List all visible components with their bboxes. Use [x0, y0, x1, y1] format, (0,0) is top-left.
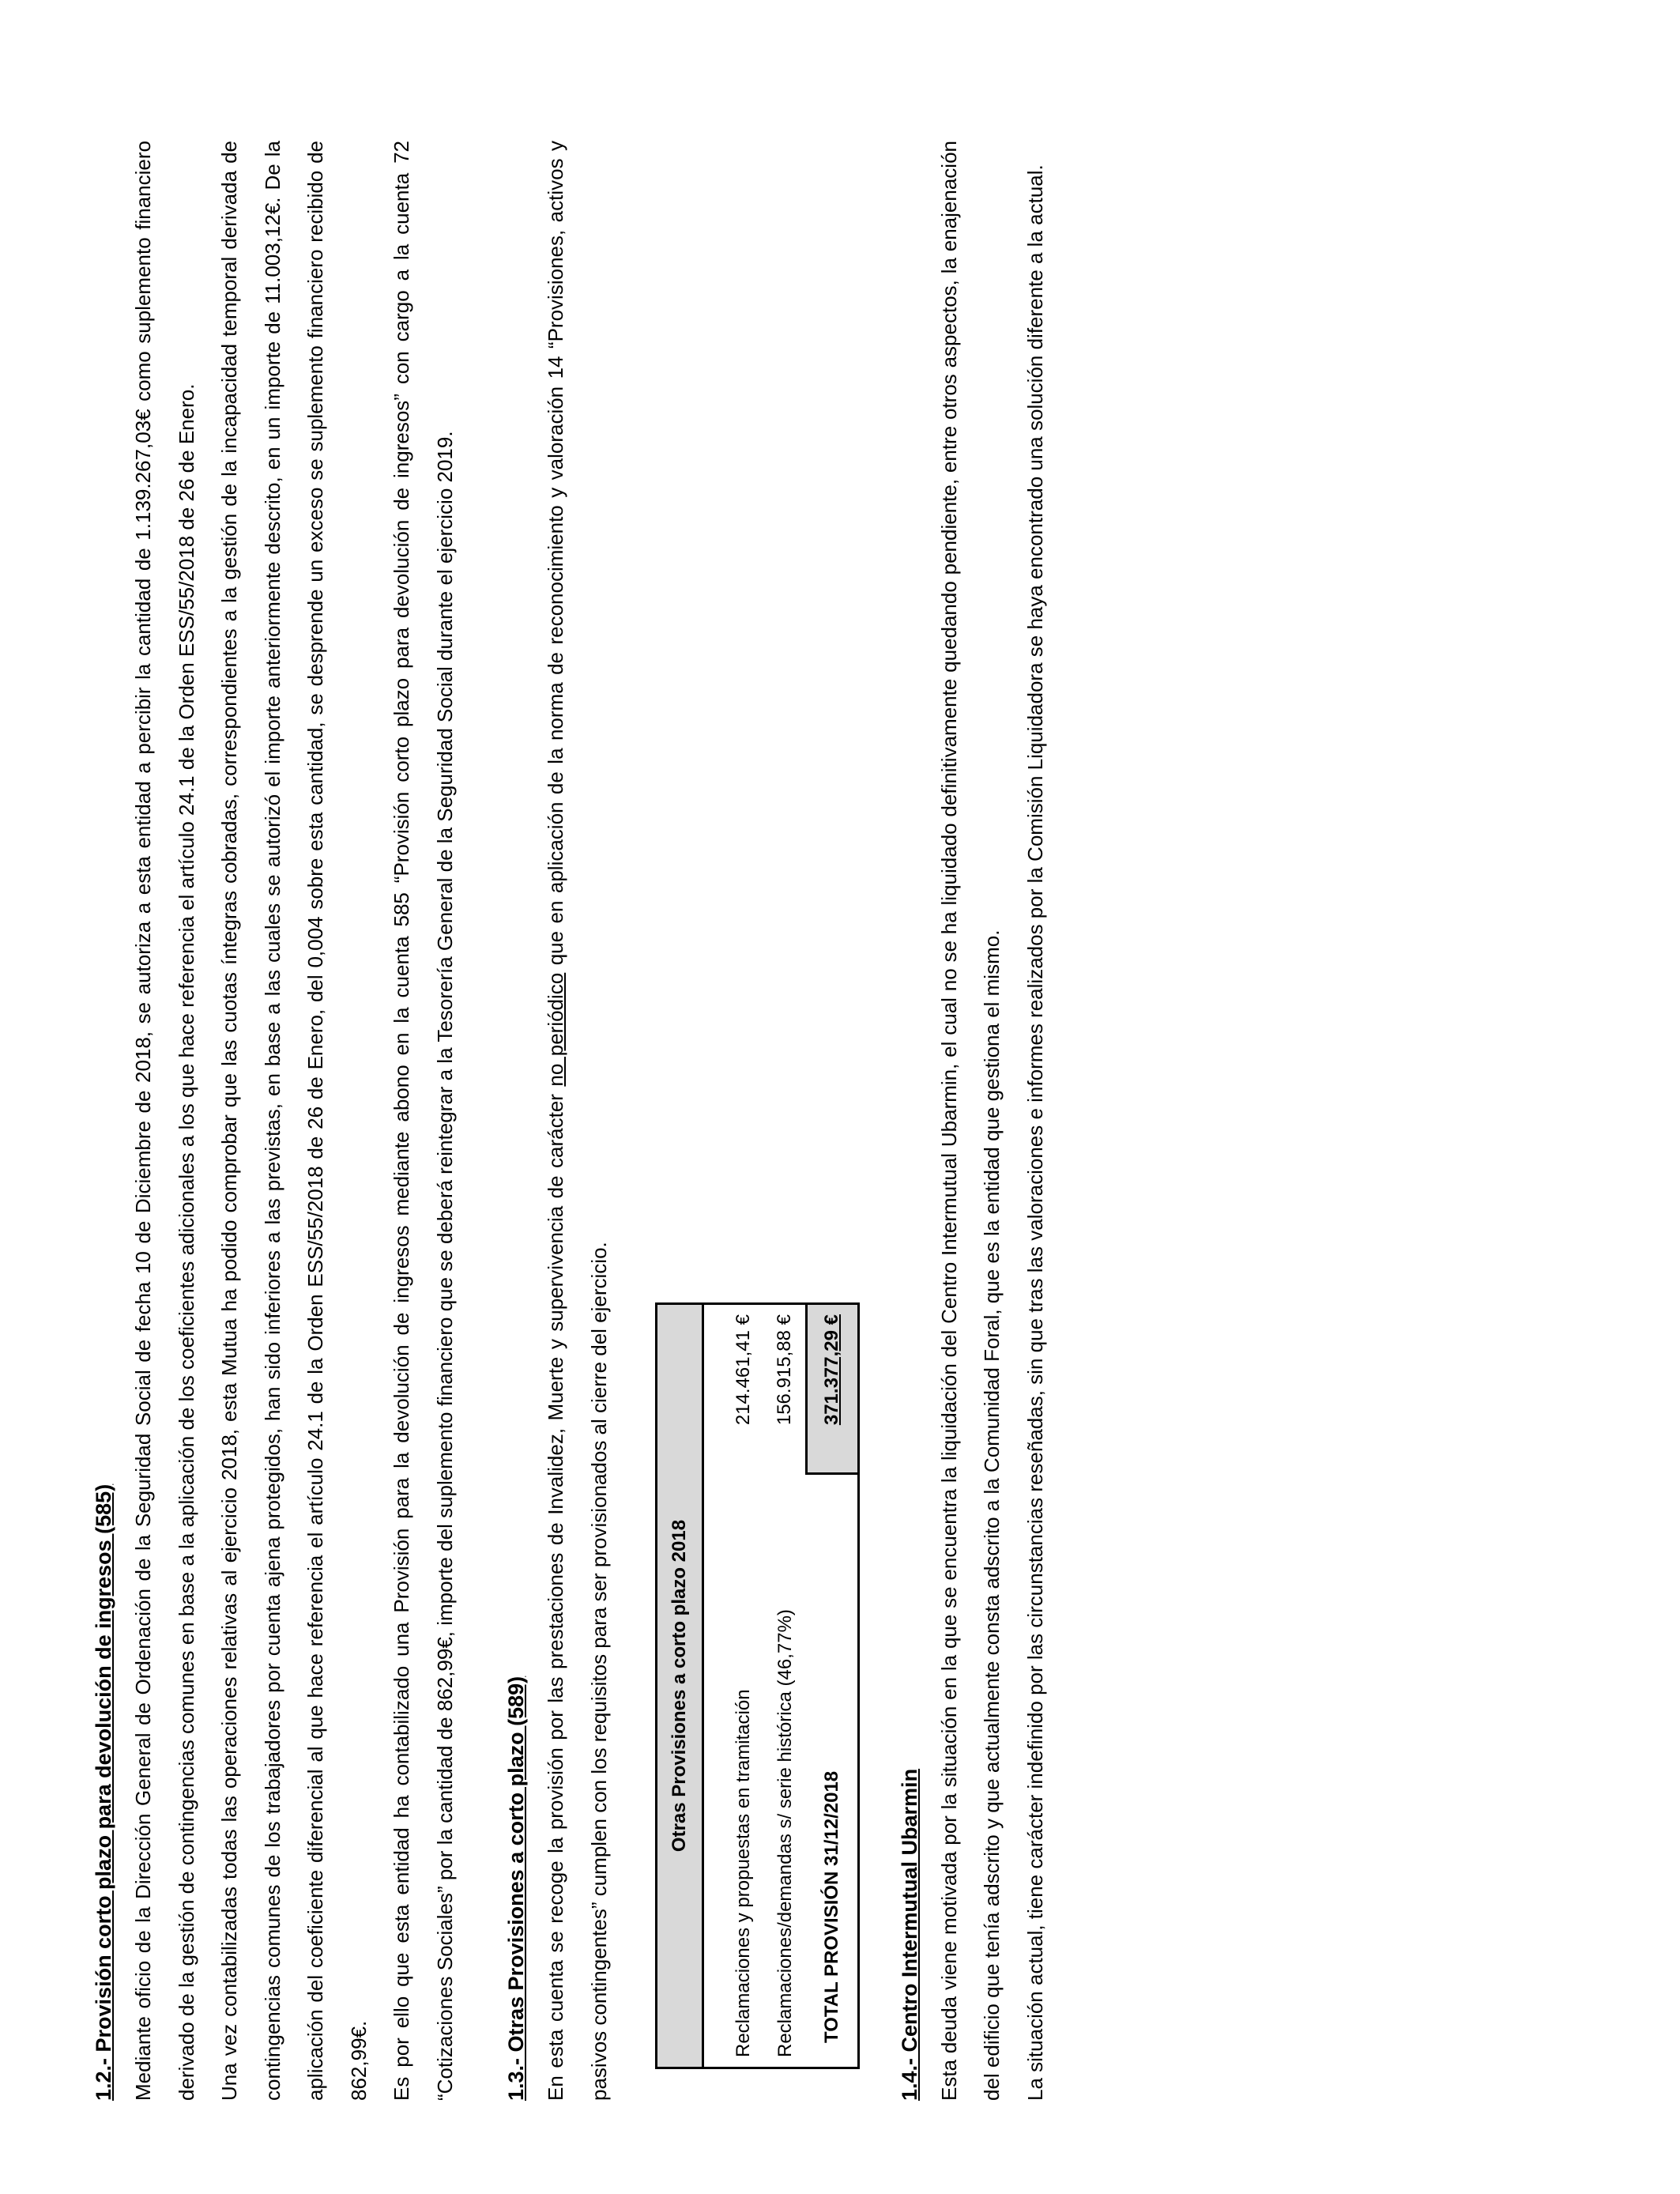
total-row — [807, 1304, 859, 2068]
section-1-4-paragraph-2: La situación actual, tiene carácter indefinido por las circunstancias reseñadas, sin que tras las valoraciones e informes realizados por la Comisión Liquidadora se haya encontrado una solución diferente a la actual. — [1023, 164, 1047, 2101]
section-1-2-paragraph-3: Es por ello que esta entidad ha contabilizado una Provisión para la devolución de ingresos mediante abono en la cuenta 585 “Provisión corto plazo para devolución de ingresos” con cargo a la cuenta 72 “Cotizaciones Sociales” por la cantidad de 862,99€, importe del suplemento financiero que se deberá reintegrar a la Tesorería General de la Seguridad Social durante el ejercicio 2019. — [390, 141, 457, 2101]
row-label: Reclamaciones/demandas s/ serie histórica (46,77%) — [764, 1474, 807, 2068]
total-amount: 371.377,29 € — [807, 1304, 859, 1475]
section-1-2-heading: 1.2.- Provisión corto plazo para devolución de ingresos (585) — [92, 1483, 115, 2101]
table-row — [764, 1304, 807, 2068]
section-1-2-paragraph-1: Mediante oficio de la Dirección General de Ordenación de la Seguridad Social de fecha 10 de Diciembre de 2018, se autoriza a esta entidad a percibir la cantidad de 1.139.267,03€ como suplemento financiero derivado de la gestión de contingencias comunes en base a la aplicación de los coeficientes adicionales a los que hace referencia el artículo 24.1 de la Orden ESS/55/2018 de 26 de Enero. — [131, 141, 198, 2101]
provisions-table — [655, 1302, 860, 2069]
total-label: TOTAL PROVISIÓN 31/12/2018 — [807, 1474, 859, 2068]
section-1-4-heading: 1.4.- Centro Intermutual Ubarmin — [897, 1768, 921, 2101]
section-1-3-paragraph: En esta cuenta se recoge la provisión por las prestaciones de Invalidez, Muerte y supervivencia de carácter no periódico que en aplicación de la norma de reconocimiento y valoración 14 “Provisiones, activos y pasivos contingentes” cumplen con los requisitos para ser provisionados al cierre del ejercicio. — [544, 140, 611, 2101]
provisions-table-title: Otras Provisiones a corto plazo 2018 — [657, 1304, 703, 2068]
row-label: Reclamaciones y propuestas en tramitación — [723, 1474, 764, 2068]
underlined-term: no periódico — [544, 972, 567, 1087]
table-row — [723, 1304, 764, 2068]
section-1-4-paragraph-1: Esta deuda viene motivada por la situación en la que se encuentra la liquidación del Centro Intermutual Ubarmin, el cual no se ha liquidado definitivamente quedando pendiente, entre otros aspectos, la enajenación del edificio que tenía adscrito y que actualmente consta adscrito a la Comunidad Foral, que es la entidad que gestiona el mismo. — [936, 141, 1004, 2101]
row-amount: 214.461,41 € — [723, 1304, 764, 1475]
section-1-2-paragraph-2: Una vez contabilizadas todas las operaciones relativas al ejercicio 2018, esta Mutua ha podido comprobar que las cuotas íntegras cobradas, correspondientes a la gestión de la incapacidad temporal derivada de contingencias comunes de los trabajadores por cuenta ajena protegidos, han sido inferiores a las previstas, en base a las cuales se autorizó el importe anteriormente descrito, en un importe de 11.003,12€. De la aplicación del coeficiente diferencial al que hace referencia el artículo 24.1 de la Orden ESS/55/2018 de 26 de Enero, del 0,004 sobre esta cantidad, se desprende un exceso se suplemento financiero recibido de 862,99€. — [217, 141, 371, 2101]
row-amount: 156.915,88 € — [764, 1304, 807, 1475]
section-1-3-heading: 1.3.- Otras Provisiones a corto plazo (589) — [504, 1676, 528, 2101]
document-body — [85, 141, 1057, 2101]
